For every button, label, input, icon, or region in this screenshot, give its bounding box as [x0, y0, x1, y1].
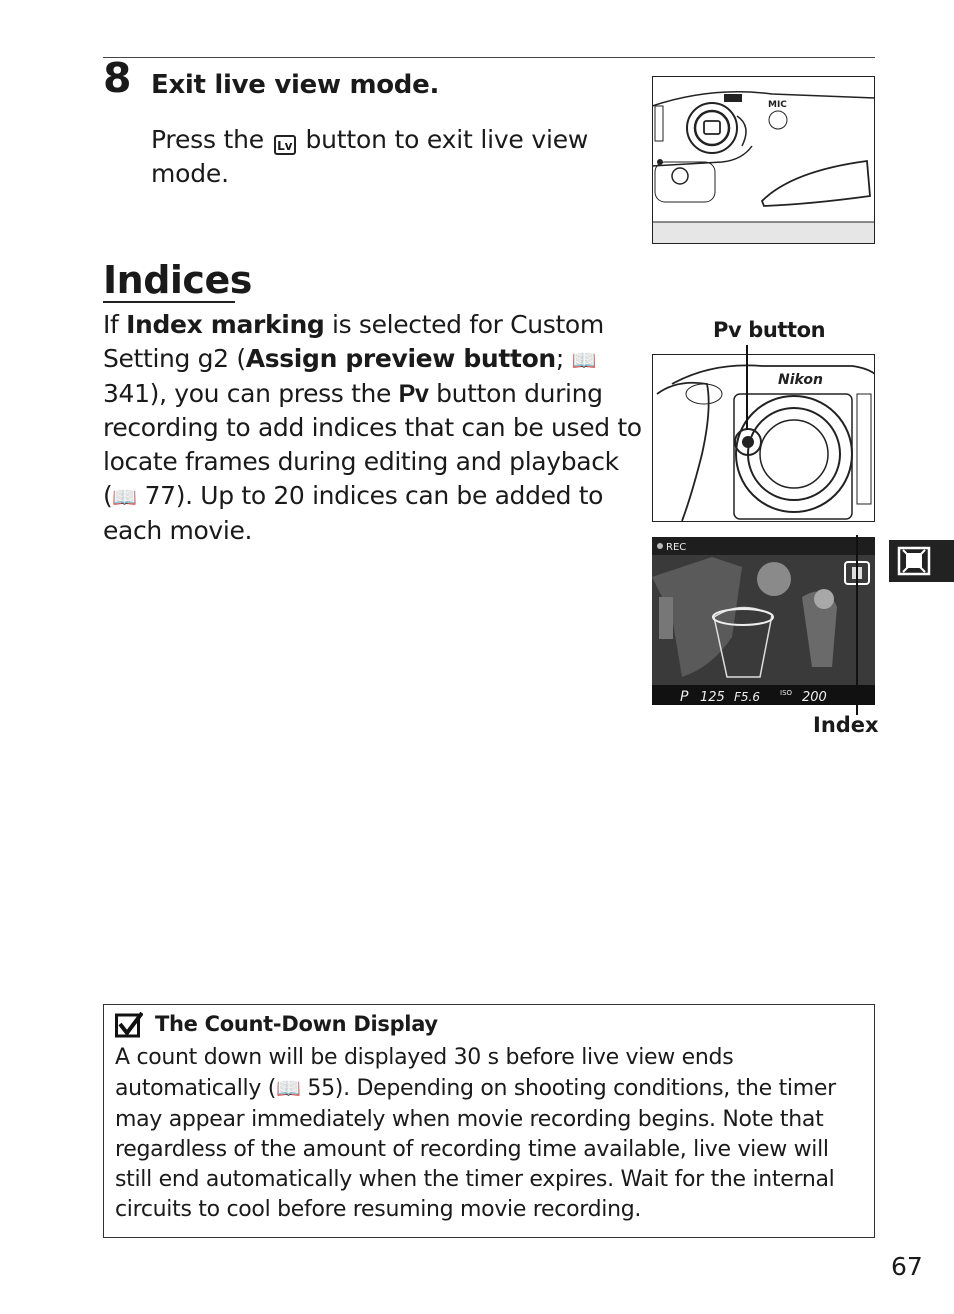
- movie-camera-icon: [889, 540, 954, 582]
- shutter-readout: 125: [700, 690, 725, 705]
- book-icon: 📖: [276, 1076, 301, 1101]
- step-number: 8: [103, 54, 132, 102]
- lv-button-icon: Lv: [274, 135, 296, 155]
- step-title: Exit live view mode.: [151, 70, 440, 100]
- pv-button-glyph: Pv: [398, 380, 429, 408]
- mode-readout: P: [680, 689, 689, 705]
- callout-lines: [740, 345, 875, 725]
- rec-indicator: REC: [666, 542, 687, 553]
- index-callout: Index: [813, 713, 879, 737]
- check-note-icon: [115, 1012, 143, 1038]
- chapter-tab: [889, 540, 954, 582]
- step-body: Press the Lv button to exit live view mode.: [151, 125, 589, 188]
- section-title-underline: [103, 301, 235, 303]
- note-body: A count down will be displayed 30 s before live view ends automatically (📖 55). Depending on shooting conditions, the timer may appear immediately when movie recording begins. Note that regardless of the amount of recording time available, live view will still end automatically when the timer expires. Wait for the internal circuits to cool before resuming movie recording.: [115, 1045, 836, 1223]
- book-icon: 📖: [571, 348, 597, 372]
- top-rule: [103, 57, 875, 58]
- page-number: 67: [891, 1252, 923, 1281]
- section-body: If Index marking is selected for Custom Setting g2 (Assign preview button; 📖 341), you can press the Pv button during recording to add indices that can be used to locate frames during editing and playback (📖 77). Up to 20 indices can be added to each movie.: [103, 310, 642, 545]
- pv-button-callout: Pv button: [713, 318, 826, 342]
- mic-label: MIC: [768, 100, 787, 110]
- camera-rear-figure: [652, 76, 875, 244]
- aperture-readout: F5.6: [734, 690, 760, 704]
- iso-label: ISO: [780, 689, 793, 697]
- iso-readout: 200: [802, 690, 827, 705]
- book-icon: 📖: [112, 485, 137, 509]
- note-title: The Count-Down Display: [155, 1012, 438, 1036]
- nikon-brand: Nikon: [778, 372, 823, 388]
- section-title: Indices: [103, 258, 252, 302]
